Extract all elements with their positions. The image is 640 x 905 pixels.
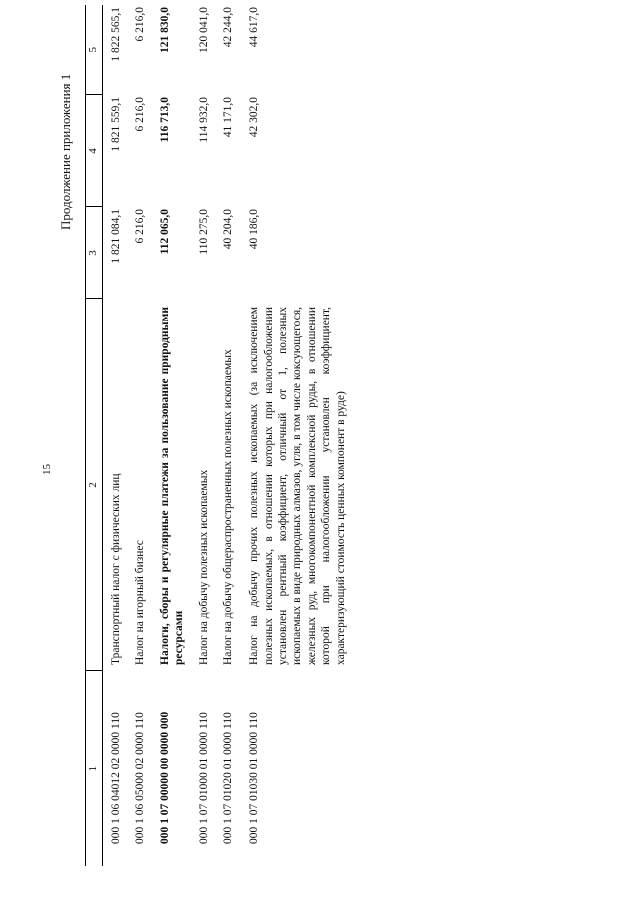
name-cell: Налог на добычу общераспространенных полезных ископаемых — [221, 349, 234, 665]
value-cell-col4: 42 302,0 — [248, 97, 261, 138]
budget-code-cell: 000 1 06 04012 02 0000 110 — [110, 712, 122, 844]
budget-code-cell: 000 1 06 05000 02 0000 110 — [134, 712, 147, 844]
table-row-bold — [152, 5, 191, 866]
value-cell-col3: 6 216,0 — [134, 209, 147, 244]
value-cell-col3: 110 275,0 — [197, 209, 210, 255]
value-cell-col5: 6 216,0 — [134, 7, 147, 42]
value-cell-col3: 1 821 084,1 — [110, 209, 122, 264]
value-cell-col3: 40 204,0 — [221, 209, 234, 250]
value-cell-col3: 40 186,0 — [248, 209, 261, 250]
value-cell-col5: 42 244,0 — [221, 7, 234, 48]
name-cell: Транспортный налог с физических лиц — [110, 473, 122, 665]
value-cell-col5: 121 830,0 — [158, 7, 171, 53]
name-cell: Налог на добычу полезных ископаемых — [197, 469, 210, 665]
page-number: 15 — [41, 464, 53, 475]
name-cell: Налоги, сборы и регулярные платежи за пользование природными ресурсами — [158, 307, 186, 665]
table-row — [103, 5, 128, 866]
value-cell-col4: 114 932,0 — [197, 97, 210, 143]
table-row — [191, 5, 215, 866]
budget-code-cell: 000 1 07 00000 00 0000 000 — [158, 711, 171, 844]
table-header-row — [86, 5, 103, 866]
column-header: 2 — [86, 299, 103, 671]
budget-code-cell: 000 1 07 01030 01 0000 110 — [248, 712, 261, 844]
budget-code-cell: 000 1 07 01020 01 0000 110 — [221, 712, 234, 844]
table-row — [239, 5, 352, 866]
value-cell-col4: 1 821 559,1 — [110, 97, 122, 152]
column-header: 4 — [86, 95, 103, 207]
table-row — [127, 5, 151, 866]
table-row — [215, 5, 239, 866]
value-cell-col4: 41 171,0 — [221, 97, 234, 138]
column-header: 3 — [86, 207, 103, 299]
value-cell-col4: 6 216,0 — [134, 97, 147, 132]
budget-code-cell: 000 1 07 01000 01 0000 110 — [197, 712, 210, 844]
value-cell-col5: 44 617,0 — [248, 7, 261, 48]
name-cell: Налог на добычу прочих полезных ископаемых (за исключением полезных ископаемых, в отношении которых при налогообложении установлен рентный коэффициент, отличный от 1, полезных ископаемых в виде природных алмазов, угля, в том числе коксующегося, железных руд, многокомпонентной комплексной руды, в отношении которой при налогообложении установлен коэффициент, характеризующий стоимость ценных компонент в руде) — [248, 307, 347, 665]
name-cell: Налог на игорный бизнес — [134, 540, 147, 665]
column-header: 5 — [86, 5, 103, 95]
value-cell-col4: 116 713,0 — [158, 97, 171, 143]
appendix-caption: Продолжение приложения 1 — [58, 73, 73, 230]
value-cell-col5: 1 822 565,1 — [110, 7, 122, 62]
value-cell-col3: 112 065,0 — [158, 209, 171, 255]
budget-table — [85, 5, 352, 866]
value-cell-col5: 120 041,0 — [197, 7, 210, 53]
column-header: 1 — [86, 671, 103, 866]
